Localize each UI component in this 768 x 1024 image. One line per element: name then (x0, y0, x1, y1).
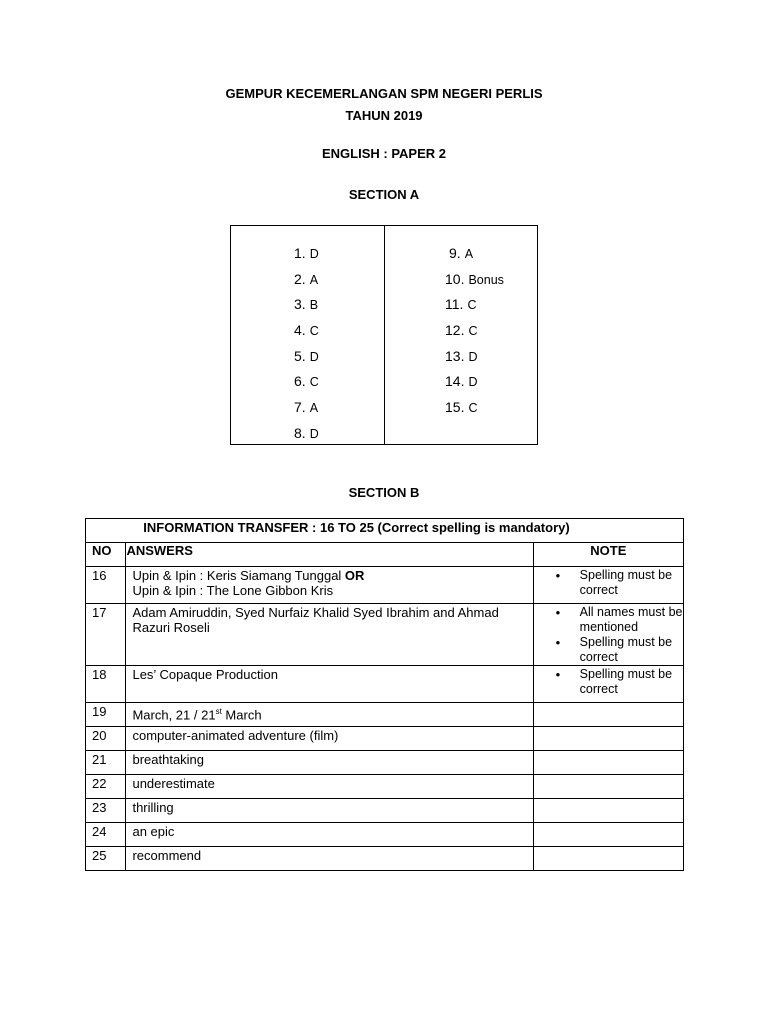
document-year: TAHUN 2019 (345, 108, 423, 123)
answer-item: 9. A (449, 245, 474, 261)
answer-cell: recommend (126, 847, 533, 871)
table-row: 18 Les’ Copaque Production • Spelling must be correct (86, 666, 684, 703)
answer-item: 12. C (445, 322, 478, 339)
answer-item: 1. D (294, 245, 319, 261)
answer-cell: computer-animated adventure (film) (126, 727, 533, 751)
answer-item: 2. A (294, 270, 319, 287)
section-a-answer-box (230, 225, 538, 445)
column-header-no: NO (86, 543, 126, 567)
answer-item: 11. C (445, 296, 477, 313)
answer-item: 4. C (294, 322, 319, 339)
column-header-note: NOTE (533, 543, 683, 567)
table-row: 21 breathtaking (86, 751, 684, 775)
answer-item: 8. D (294, 424, 319, 441)
table-row: 20 computer-animated adventure (film) (86, 727, 684, 751)
table-row: 24 an epic (86, 823, 684, 847)
answer-item: 14. D (445, 373, 478, 390)
section-a-heading: SECTION A (348, 187, 420, 202)
answer-item: 6. C (294, 373, 319, 390)
answer-cell: an epic (126, 823, 533, 847)
table-row: 22 underestimate (86, 775, 684, 799)
document-title: GEMPUR KECEMERLANGAN SPM NEGERI PERLIS (225, 86, 543, 101)
table-title: INFORMATION TRANSFER : 16 TO 25 (Correct spelling is mandatory) (86, 519, 684, 543)
answer-cell: thrilling (126, 799, 533, 823)
answer-cell: March, 21 / 21st March (126, 703, 533, 727)
answer-item: 13. D (445, 347, 478, 364)
column-divider (384, 226, 385, 444)
note-cell: • Spelling must be correct (533, 567, 683, 604)
answer-item: 5. D (294, 347, 319, 364)
answer-cell: underestimate (126, 775, 533, 799)
table-row: 16 Upin & Ipin : Keris Siamang Tunggal OR Upin & Ipin : The Lone Gibbon Kris • Spelling must be correct (86, 567, 684, 604)
table-row: 17 Adam Amiruddin, Syed Nurfaiz Khalid Syed Ibrahim and Ahmad Razuri Roseli • All names must be mentioned • Spelling must be correct (86, 604, 684, 666)
answer-item: 7. A (294, 399, 319, 416)
table-row: 19 March, 21 / 21st March (86, 703, 684, 727)
column-header-answers: ANSWERS (126, 543, 533, 567)
table-row: 23 thrilling (86, 799, 684, 823)
answer-cell: breathtaking (126, 751, 533, 775)
answers-column-right (445, 244, 504, 424)
answer-item: 3. B (294, 296, 319, 313)
section-b-heading: SECTION B (348, 485, 420, 500)
note-cell: • All names must be mentioned • Spelling must be correct (533, 604, 683, 666)
information-transfer-table (85, 518, 684, 871)
note-cell: • Spelling must be correct (533, 666, 683, 703)
answer-item: 15. C (445, 399, 478, 416)
answer-cell: Adam Amiruddin, Syed Nurfaiz Khalid Syed Ibrahim and Ahmad Razuri Roseli (126, 604, 533, 666)
answer-cell: Les’ Copaque Production (126, 666, 533, 703)
answers-column-left (294, 244, 319, 450)
answer-cell: Upin & Ipin : Keris Siamang Tunggal OR Upin & Ipin : The Lone Gibbon Kris (126, 567, 533, 604)
table-row: 25 recommend (86, 847, 684, 871)
answer-item: 10. Bonus (445, 270, 504, 287)
paper-subject: ENGLISH : PAPER 2 (321, 146, 446, 161)
